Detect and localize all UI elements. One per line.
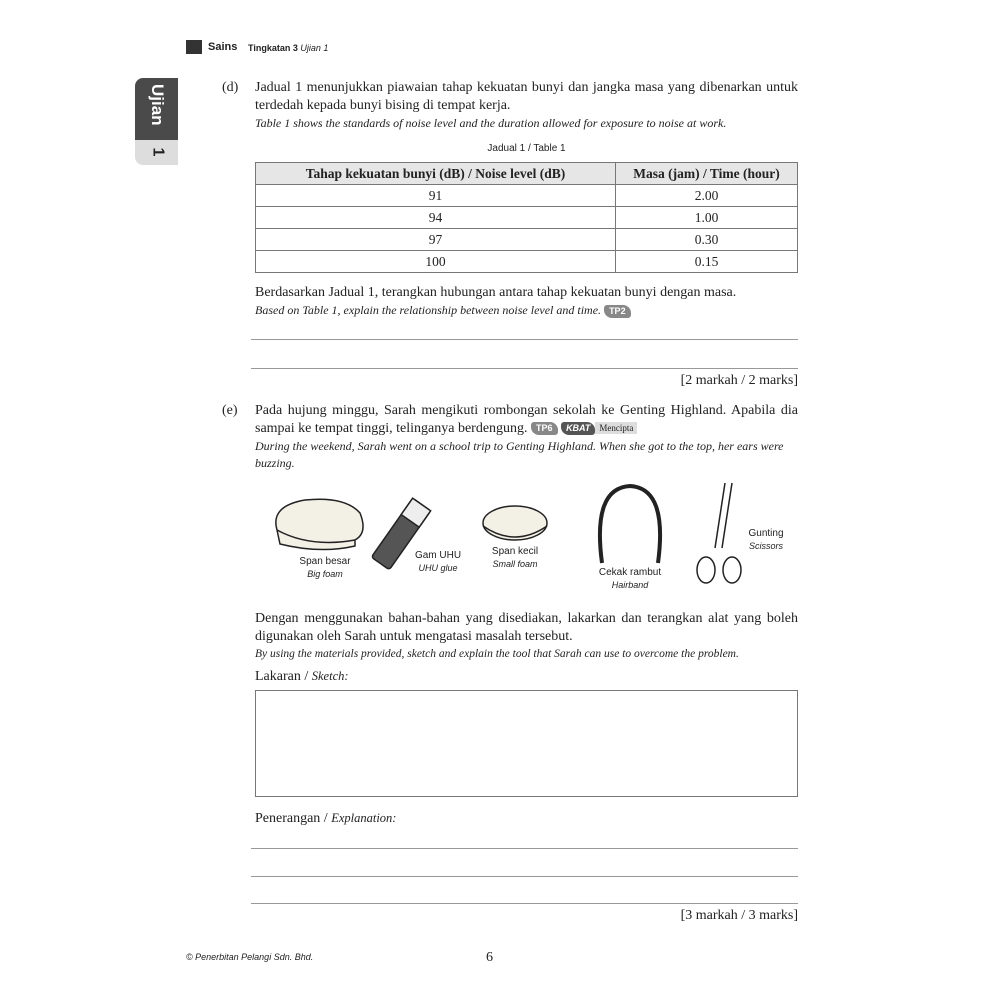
side-tab-label: Ujian <box>148 84 167 126</box>
small-foam-icon <box>483 506 547 540</box>
skill-badge: Mencipta <box>595 422 637 434</box>
question-e-marks: [3 markah / 3 marks] <box>680 908 798 923</box>
noise-table <box>255 162 798 273</box>
sains-logo-icon <box>186 40 202 54</box>
header-level: Tingkatan 3 Ujian 1 <box>248 43 329 53</box>
question-d-marks: [2 markah / 2 marks] <box>680 373 798 388</box>
big-foam-icon <box>276 499 363 549</box>
question-e-text: Pada hujung minggu, Sarah mengikuti rombongan sekolah ke Genting Highland. Apabila dia sampai ke tempat tinggi, telinganya berdengung. TP6 KBAT Mencipta <box>255 403 798 436</box>
publisher: © Penerbitan Pelangi Sdn. Bhd. <box>186 952 314 962</box>
question-d-text: Jadual 1 menunjukkan piawaian tahap kekuatan bunyi dan jangka masa yang dibenarkan untuk terdedah kepada bunyi bising di tempat kerja. <box>255 80 798 113</box>
sketch-box[interactable] <box>255 690 798 797</box>
cell: 0.30 <box>616 229 798 251</box>
content-column <box>222 79 798 925</box>
cell: 1.00 <box>616 207 798 229</box>
page-number: 6 <box>486 950 493 965</box>
question-d-prompt: Berdasarkan Jadual 1, terangkan hubungan antara tahap kekuatan bunyi dengan masa. <box>255 285 737 300</box>
tp6-badge: TP6 <box>531 422 558 435</box>
tp2-badge: TP2 <box>604 305 631 318</box>
question-d-prompt-en: Based on Table 1, explain the relationship between noise level and time. TP2 <box>255 302 798 319</box>
header-subject: Sains <box>208 41 238 53</box>
cell: 91 <box>256 185 616 207</box>
answer-line[interactable] <box>251 903 798 904</box>
table-row <box>256 229 798 251</box>
table-header-noise: Tahap kekuatan bunyi (dB) / Noise level (dB) <box>256 163 616 185</box>
table-row <box>256 185 798 207</box>
answer-line[interactable] <box>251 368 798 369</box>
kbat-badge: KBAT <box>561 422 595 435</box>
table-row <box>256 207 798 229</box>
answer-line[interactable] <box>251 848 798 849</box>
materials-area <box>260 478 803 596</box>
sketch-label: Lakaran / Sketch: <box>255 669 349 684</box>
cell: 94 <box>256 207 616 229</box>
question-d <box>222 79 798 115</box>
material-hairband: Cekak rambut Hairband <box>598 567 662 590</box>
question-e <box>222 402 798 438</box>
side-tab <box>135 78 178 140</box>
cell: 2.00 <box>616 185 798 207</box>
table-caption: Jadual 1 / Table 1 <box>487 143 566 154</box>
cell: 100 <box>256 251 616 273</box>
scissors-icon <box>697 483 741 583</box>
answer-line[interactable] <box>251 876 798 877</box>
side-tab-number: 1 <box>149 147 167 157</box>
side-tab-number-box <box>135 140 178 165</box>
hairband-icon <box>600 486 660 563</box>
question-e-prompt-en: By using the materials provided, sketch and explain the tool that Sarah can use to overcome the problem. <box>255 648 739 660</box>
table-header-time: Masa (jam) / Time (hour) <box>616 163 798 185</box>
answer-line[interactable] <box>251 339 798 340</box>
material-big-foam: Span besar Big foam <box>299 556 351 579</box>
question-d-text-en: Table 1 shows the standards of noise level and the duration allowed for exposure to noise at work. <box>255 116 727 130</box>
cell: 0.15 <box>616 251 798 273</box>
material-glue: Gam UHU UHU glue <box>414 550 462 573</box>
cell: 97 <box>256 229 616 251</box>
explanation-label: Penerangan / Explanation: <box>255 811 397 826</box>
question-e-text-en: During the weekend, Sarah went on a school trip to Genting Highland. When she got to the top, her ears were buzzing. <box>255 439 784 470</box>
question-e-prompt: Dengan menggunakan bahan-bahan yang disediakan, lakarkan dan terangkan alat yang boleh digunakan oleh Sarah untuk mengatasi masalah tersebut. <box>255 611 798 644</box>
question-d-label: (d) <box>222 80 239 95</box>
material-scissors: Gunting Scissors <box>748 528 784 551</box>
table-row <box>256 251 798 273</box>
question-e-label: (e) <box>222 403 238 418</box>
material-small-foam: Span kecil Small foam <box>491 546 539 569</box>
